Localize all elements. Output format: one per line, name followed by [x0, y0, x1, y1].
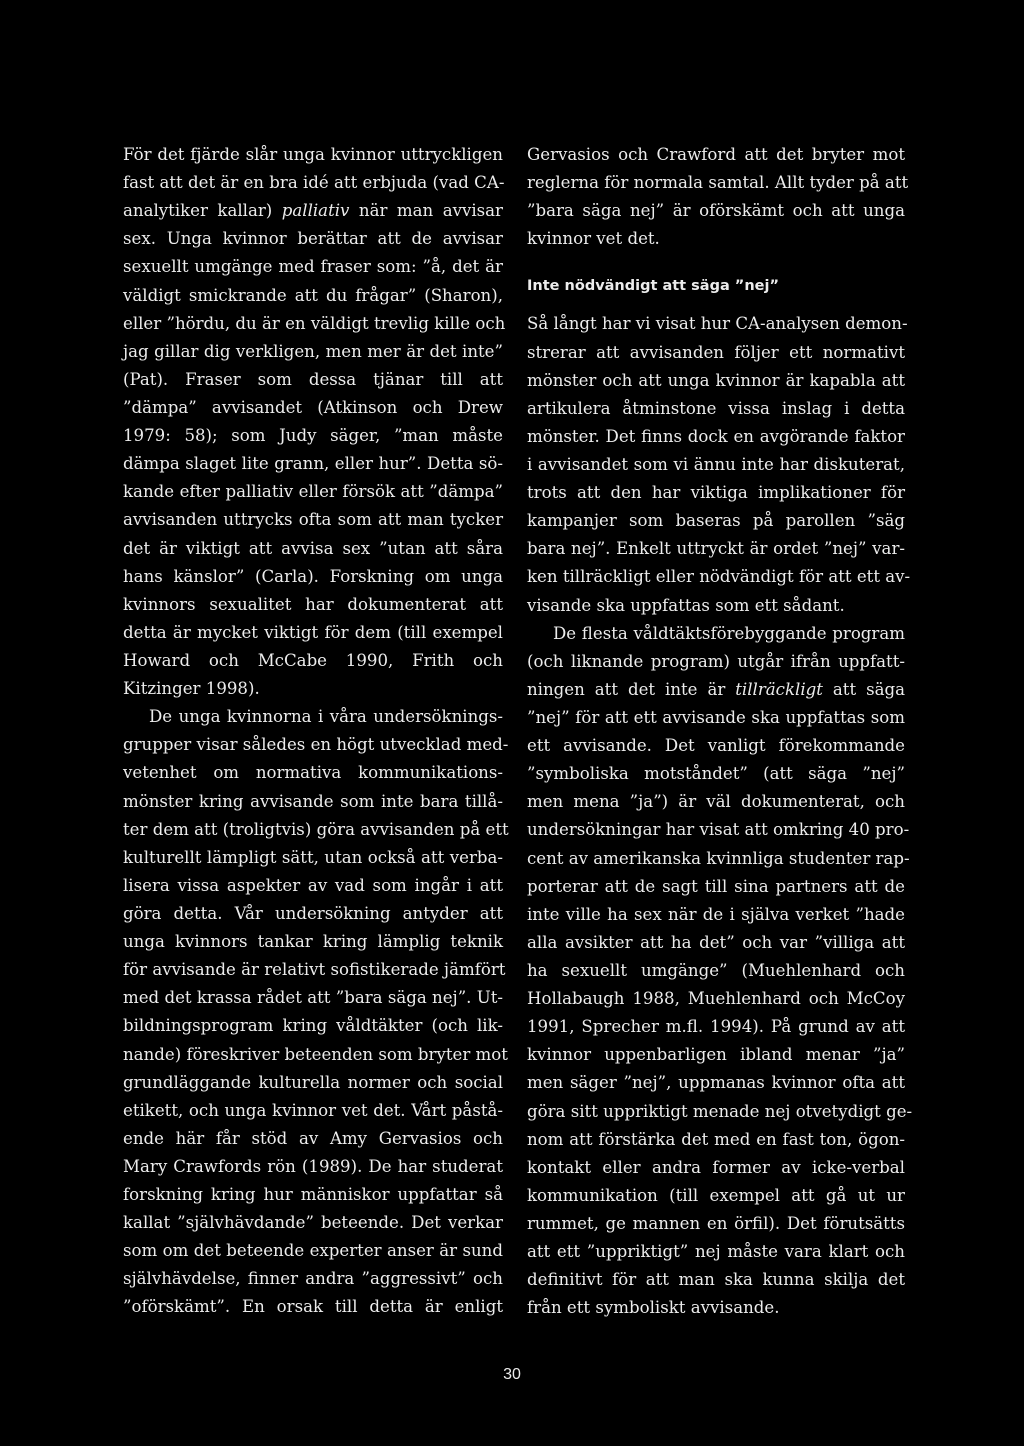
left-column: [123, 141, 509, 1322]
text-line: (Pat). Fraser som dessa tjänar till att: [123, 369, 503, 389]
text-line: unga kvinnors tankar kring lämplig teknik: [123, 932, 503, 952]
text-line: De flesta våldtäktsförebyggande program: [553, 623, 905, 643]
text-line: som om det beteende experter anser är sund: [123, 1241, 503, 1261]
text-line: kampanjer som baseras på parollen ”säg: [527, 511, 905, 531]
text-line: undersökningar har visat att omkring 40 pro-: [527, 820, 910, 840]
text-line: ha sexuellt umgänge” (Muehlenhard och: [527, 960, 905, 980]
text-line: kvinnor vet det.: [527, 229, 660, 249]
text-line: dämpa slaget lite grann, eller hur”. Detta sö-: [123, 454, 503, 474]
text-line: ”nej” för att ett avvisande ska uppfattas som: [527, 707, 905, 727]
text-line: definitivt för att man ska kunna skilja det: [527, 1270, 905, 1290]
text-line: i avvisandet som vi ännu inte har diskuterat,: [527, 454, 905, 474]
text-line: Kitzinger 1998).: [123, 679, 260, 699]
text-line: rummet, ge mannen en örfil). Det förutsätts: [527, 1213, 905, 1233]
text-line: grupper visar således en högt utvecklad med-: [123, 735, 509, 755]
text-line: det är viktigt att avvisa sex ”utan att såra: [123, 538, 503, 558]
text-line: detta är mycket viktigt för dem (till exempel: [123, 622, 503, 642]
text-line: trots att den har viktiga implikationer för: [527, 483, 905, 503]
text-line: grundläggande kulturella normer och social: [123, 1072, 503, 1092]
text-line: ”dämpa” avvisandet (Atkinson och Drew: [123, 397, 503, 417]
text-line: alla avsikter att ha det” och var ”villiga att: [527, 932, 905, 952]
text-line: jag gillar dig verkligen, men mer är det inte”: [123, 341, 503, 361]
text-line: sexuellt umgänge med fraser som: ”å, det är: [123, 257, 503, 277]
text-line: ”bara säga nej” är oförskämt och att unga: [527, 201, 905, 221]
text-line: göra sitt uppriktigt menade nej otvetydigt ge-: [527, 1101, 913, 1121]
text-line: ter dem att (troligtvis) göra avvisanden på ett: [123, 819, 509, 839]
text-line: hans känslor” (Carla). Forskning om unga: [123, 566, 503, 586]
page-number: 30: [503, 1366, 521, 1383]
text-line: strerar att avvisanden följer ett normativt: [527, 342, 905, 362]
text-line: avvisanden uttrycks ofta som att man tycker: [123, 510, 503, 530]
text-line: (och liknande program) utgår ifrån uppfatt-: [527, 651, 905, 671]
text-line: kulturellt lämpligt sätt, utan också att verba-: [123, 847, 503, 867]
text-line: göra detta. Vår undersökning antyder att: [123, 903, 503, 923]
text-line: kontakt eller andra former av icke-verbal: [527, 1157, 905, 1177]
text-line: väldigt smickrande att du frågar” (Sharon),: [123, 285, 503, 305]
text-line: kande efter palliativ eller försök att ”dämpa”: [123, 482, 503, 502]
text-line: mönster. Det finns dock en avgörande faktor: [527, 426, 905, 446]
text-line: sex. Unga kvinnor berättar att de avvisar: [123, 229, 503, 249]
text-line: 1979: 58); som Judy säger, ”man måste: [123, 426, 503, 446]
text-line: Howard och McCabe 1990, Frith och: [123, 650, 503, 670]
text-line: självhävdelse, finner andra ”aggressivt” och: [123, 1269, 503, 1289]
text-line: inte ville ha sex när de i själva verket ”hade: [527, 904, 905, 924]
text-line: kvinnor uppenbarligen ibland menar ”ja”: [527, 1045, 905, 1065]
text-line: nande) föreskriver beteenden som bryter mot: [123, 1044, 508, 1064]
text-line: Så långt har vi visat hur CA-analysen demon-: [527, 314, 908, 334]
text-line: Mary Crawfords rön (1989). De har studerat: [123, 1156, 503, 1176]
text-line: bara nej”. Enkelt uttryckt är ordet ”nej” var-: [527, 539, 905, 559]
right-column-top-paragraph: [527, 141, 909, 253]
text-line: cent av amerikanska kvinnliga studenter rap-: [527, 848, 910, 868]
text-line: lisera vissa aspekter av vad som ingår i att: [123, 875, 503, 895]
text-line: analytiker kallar) palliativ när man avvisar: [123, 201, 503, 221]
text-line: 1991, Sprecher m.fl. 1994). På grund av att: [527, 1017, 905, 1037]
text-line: eller ”hördu, du är en väldigt trevlig kille och: [123, 313, 506, 333]
text-line: kallat ”självhävdande” beteende. Det verkar: [123, 1213, 503, 1233]
text-line: ende här får stöd av Amy Gervasios och: [123, 1128, 503, 1148]
text-line: för avvisande är relativt sofistikerade jämfört: [123, 960, 506, 980]
text-line: men mena ”ja”) är väl dokumenterat, och: [527, 792, 905, 812]
text-line: men säger ”nej”, uppmanas kvinnor ofta att: [527, 1073, 905, 1093]
text-line: ”oförskämt”. En orsak till detta är enligt: [123, 1297, 503, 1317]
text-line: bildningsprogram kring våldtäkter (och lik-: [123, 1016, 503, 1036]
text-line: att ett ”uppriktigt” nej måste vara klart och: [527, 1242, 905, 1262]
text-line: ken tillräckligt eller nödvändigt för att ett av-: [527, 567, 911, 587]
text-line: nom att förstärka det med en fast ton, ögon-: [527, 1129, 905, 1149]
text-line: forskning kring hur människor uppfattar så: [123, 1185, 503, 1205]
text-line: Hollabaugh 1988, Muehlenhard och McCoy: [527, 989, 905, 1009]
text-line: ett avvisande. Det vanligt förekommande: [527, 736, 905, 756]
text-line: fast att det är en bra idé att erbjuda (vad CA-: [123, 173, 505, 193]
text-line: porterar att de sagt till sina partners att de: [527, 876, 905, 896]
right-column-body: [527, 310, 913, 1322]
text-line: ”symboliska motståndet” (att säga ”nej”: [527, 764, 905, 784]
text-line: visande ska uppfattas som ett sådant.: [527, 595, 845, 615]
text-line: mönster kring avvisande som inte bara tillå-: [123, 791, 503, 811]
text-line: Gervasios och Crawford att det bryter mot: [527, 145, 905, 164]
text-line: mönster och att unga kvinnor är kapabla att: [527, 370, 905, 390]
text-line: kvinnors sexualitet har dokumenterat att: [123, 594, 503, 614]
text-line: reglerna för normala samtal. Allt tyder på att: [527, 173, 909, 193]
text-line: För det fjärde slår unga kvinnor uttryckligen: [123, 145, 503, 164]
text-line: artikulera åtminstone vissa inslag i detta: [527, 398, 905, 418]
text-line: från ett symboliskt avvisande.: [527, 1298, 780, 1318]
right-column: [527, 141, 913, 1322]
section-heading: Inte nödvändigt att säga ”nej”: [527, 278, 779, 295]
text-line: kommunikation (till exempel att gå ut ur: [527, 1185, 905, 1205]
text-line: etikett, och unga kvinnor vet det. Vårt påstå-: [123, 1100, 503, 1120]
text-line: med det krassa rådet att ”bara säga nej”. Ut-: [123, 988, 503, 1008]
text-line: vetenhet om normativa kommunikations-: [123, 763, 503, 783]
text-line: De unga kvinnorna i våra undersöknings-: [149, 707, 503, 727]
text-line: ningen att det inte är tillräckligt att säga: [527, 679, 905, 699]
